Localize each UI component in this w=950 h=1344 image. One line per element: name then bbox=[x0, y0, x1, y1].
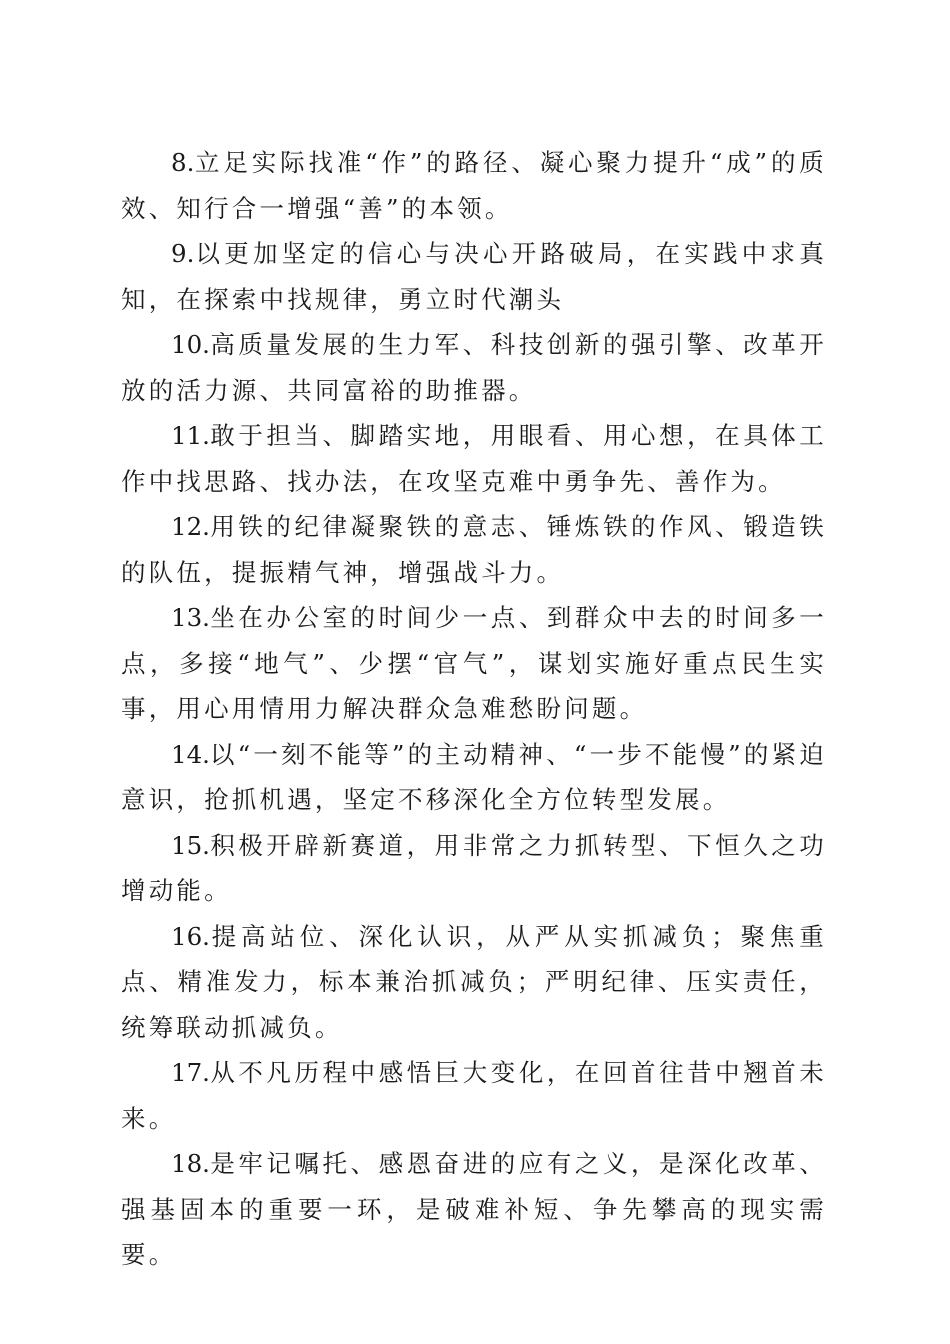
item-number: 17. bbox=[171, 1058, 210, 1087]
item-number: 11. bbox=[171, 421, 210, 450]
item-text: 高质量发展的生力军、科技创新的强引擎、改革开放的活力源、共同富裕的助推器。 bbox=[121, 330, 827, 405]
item-number: 14. bbox=[171, 739, 210, 769]
item-number: 8. bbox=[171, 148, 195, 177]
item-text: 立足实际找准“作”的路径、凝心聚力提升“成”的质效、知行合一增强“善”的本领。 bbox=[121, 148, 827, 223]
item-text: 积极开辟新赛道，用非常之力抓转型、下恒久之功增动能。 bbox=[121, 830, 827, 905]
list-item bbox=[121, 914, 827, 1051]
list-item bbox=[121, 413, 827, 504]
list-item bbox=[121, 504, 827, 595]
list-item bbox=[121, 823, 827, 914]
item-number: 9. bbox=[171, 239, 195, 268]
item-text: 坐在办公室的时间少一点、到群众中去的时间多一点，多接“地气”、少摆“官气”，谋划实施好重点民生实事，用心用情用力解决群众急难愁盼问题。 bbox=[121, 603, 827, 723]
item-text: 以更加坚定的信心与决心开路破局，在实践中求真知，在探索中找规律，勇立时代潮头 bbox=[121, 239, 827, 314]
item-number: 16. bbox=[171, 921, 210, 951]
list-item bbox=[121, 140, 827, 231]
item-number: 10. bbox=[171, 330, 210, 359]
item-text: 提高站位、深化认识，从严从实抓减负；聚焦重点、精准发力，标本兼治抓减负；严明纪律、压实责任，统筹联动抓减负。 bbox=[121, 921, 827, 1042]
list-item bbox=[121, 322, 827, 413]
item-text: 以“一刻不能等”的主动精神、“一步不能慢”的紧迫意识，抢抓机遇，坚定不移深化全方位转型发展。 bbox=[121, 739, 827, 814]
list-item bbox=[121, 1050, 827, 1141]
item-text: 用铁的纪律凝聚铁的意志、锤炼铁的作风、锻造铁的队伍，提振精气神，增强战斗力。 bbox=[121, 512, 827, 587]
list-item bbox=[121, 231, 827, 322]
item-number: 18. bbox=[171, 1149, 210, 1178]
item-number: 15. bbox=[171, 830, 210, 860]
item-text: 是牢记嘱托、感恩奋进的应有之义，是深化改革、强基固本的重要一环，是破难补短、争先攀高的现实需要。 bbox=[121, 1149, 827, 1269]
item-number: 13. bbox=[171, 603, 210, 632]
list-item bbox=[121, 595, 827, 732]
item-text: 从不凡历程中感悟巨大变化，在回首往昔中翘首未来。 bbox=[121, 1058, 827, 1133]
item-number: 12. bbox=[171, 512, 210, 541]
item-text: 敢于担当、脚踏实地，用眼看、用心想，在具体工作中找思路、找办法，在攻坚克难中勇争先、善作为。 bbox=[121, 421, 827, 496]
list-item bbox=[121, 732, 827, 823]
document-body bbox=[121, 140, 827, 1278]
list-item bbox=[121, 1141, 827, 1278]
